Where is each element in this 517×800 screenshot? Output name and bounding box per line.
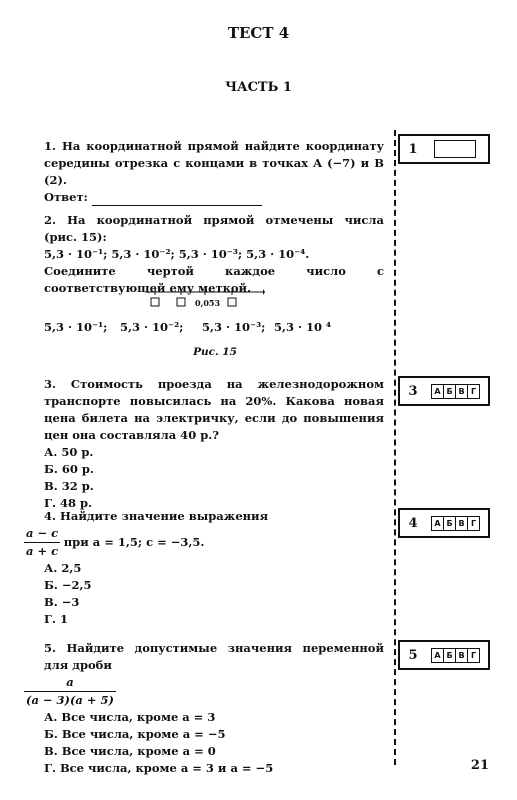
cell-b[interactable]: Б: [443, 648, 456, 663]
cell-d[interactable]: Г: [467, 516, 480, 531]
option-a[interactable]: А. 50 р.: [44, 445, 94, 459]
figure-caption: Рис. 15: [193, 346, 237, 358]
answer-box-5: [398, 640, 490, 670]
question-2-text: 2. На координатной прямой отмечены числа (рис. 15):: [44, 213, 384, 244]
cell-c[interactable]: В: [455, 384, 468, 399]
question-4-condition: при a = 1,5; c = −3,5.: [63, 535, 205, 549]
answer-box-4-number: 4: [408, 515, 418, 531]
cell-a[interactable]: А: [431, 516, 444, 531]
option-d[interactable]: Г. Все числа, кроме a = 3 и a = −5: [44, 761, 274, 775]
number-line-arrow: [263, 289, 265, 295]
answer-box-1-field[interactable]: [434, 140, 476, 158]
question-2-instruction: Соедините чертой каждое число с соответствующей ему меткой.: [44, 264, 384, 295]
mark-box-2[interactable]: [177, 298, 185, 306]
question-1-text: 1. На координатной прямой найдите координату середины отрезка с концами в точках A (−7) и B (2).: [44, 139, 384, 187]
option-d[interactable]: Г. 48 р.: [44, 496, 92, 510]
number-4: 5,3 · 10 ⁴: [274, 320, 332, 334]
cell-b[interactable]: Б: [443, 516, 456, 531]
number-1: 5,3 · 10⁻¹;: [44, 320, 108, 334]
mark-box-1[interactable]: [151, 298, 159, 306]
question-1: [44, 138, 384, 206]
fraction-numerator: a: [24, 674, 116, 692]
number-line: [145, 288, 265, 308]
expression-fraction: [24, 525, 60, 560]
test-title: ТЕСТ 4: [227, 24, 290, 42]
option-a[interactable]: А. Все числа, кроме a = 3: [44, 710, 216, 724]
answer-box-3: [398, 376, 490, 406]
question-4-text: 4. Найдите значение выражения: [44, 509, 269, 523]
cut-line: [394, 130, 396, 765]
question-2: [44, 212, 384, 297]
cell-c[interactable]: В: [455, 648, 468, 663]
axis-label: 0,053: [195, 298, 221, 308]
option-b[interactable]: Б. 60 р.: [44, 462, 94, 476]
number-2: 5,3 · 10⁻²;: [120, 320, 184, 334]
cell-c[interactable]: В: [455, 516, 468, 531]
answer-label: Ответ:: [44, 190, 88, 204]
part-title: ЧАСТЬ 1: [225, 80, 292, 95]
answer-box-3-number: 3: [408, 383, 418, 399]
mark-box-3[interactable]: [228, 298, 236, 306]
question-3-text: 3. Стоимость проезда на железнодорожном транспорте повысилась на 20%. Какова новая цена билета на электричку, если до повышения цен она составляла 40 р.?: [44, 377, 384, 442]
question-5-text: 5. Найдите допустимые значения переменной для дроби: [44, 641, 384, 672]
option-d[interactable]: Г. 1: [44, 612, 68, 626]
fraction-numerator: a − c: [24, 525, 60, 543]
fraction-denominator: a + c: [26, 544, 59, 558]
question-3: [44, 376, 384, 512]
option-c[interactable]: В. Все числа, кроме a = 0: [44, 744, 216, 758]
fraction-denominator: (a − 3)(a + 5): [26, 693, 114, 707]
number-3: 5,3 · 10⁻³;: [202, 320, 266, 334]
answer-box-5-number: 5: [408, 647, 418, 663]
cell-d[interactable]: Г: [467, 648, 480, 663]
option-c[interactable]: В. −3: [44, 595, 80, 609]
answer-box-4: [398, 508, 490, 538]
cell-a[interactable]: А: [431, 648, 444, 663]
page-number: 21: [470, 758, 489, 773]
answer-box-1: [398, 134, 490, 164]
question-5: [26, 640, 384, 777]
question-2-numbers: 5,3 · 10⁻¹; 5,3 · 10⁻²; 5,3 · 10⁻³; 5,3 · 10⁻⁴.: [44, 247, 310, 261]
cell-d[interactable]: Г: [467, 384, 480, 399]
question-4: [26, 508, 384, 628]
variable-fraction: [24, 674, 116, 709]
answer-box-1-number: 1: [408, 141, 418, 157]
option-a[interactable]: А. 2,5: [44, 561, 82, 575]
cell-b[interactable]: Б: [443, 384, 456, 399]
cell-a[interactable]: А: [431, 384, 444, 399]
option-b[interactable]: Б. Все числа, кроме a = −5: [44, 727, 226, 741]
answer-field[interactable]: [92, 193, 262, 206]
option-c[interactable]: В. 32 р.: [44, 479, 94, 493]
option-b[interactable]: Б. −2,5: [44, 578, 92, 592]
